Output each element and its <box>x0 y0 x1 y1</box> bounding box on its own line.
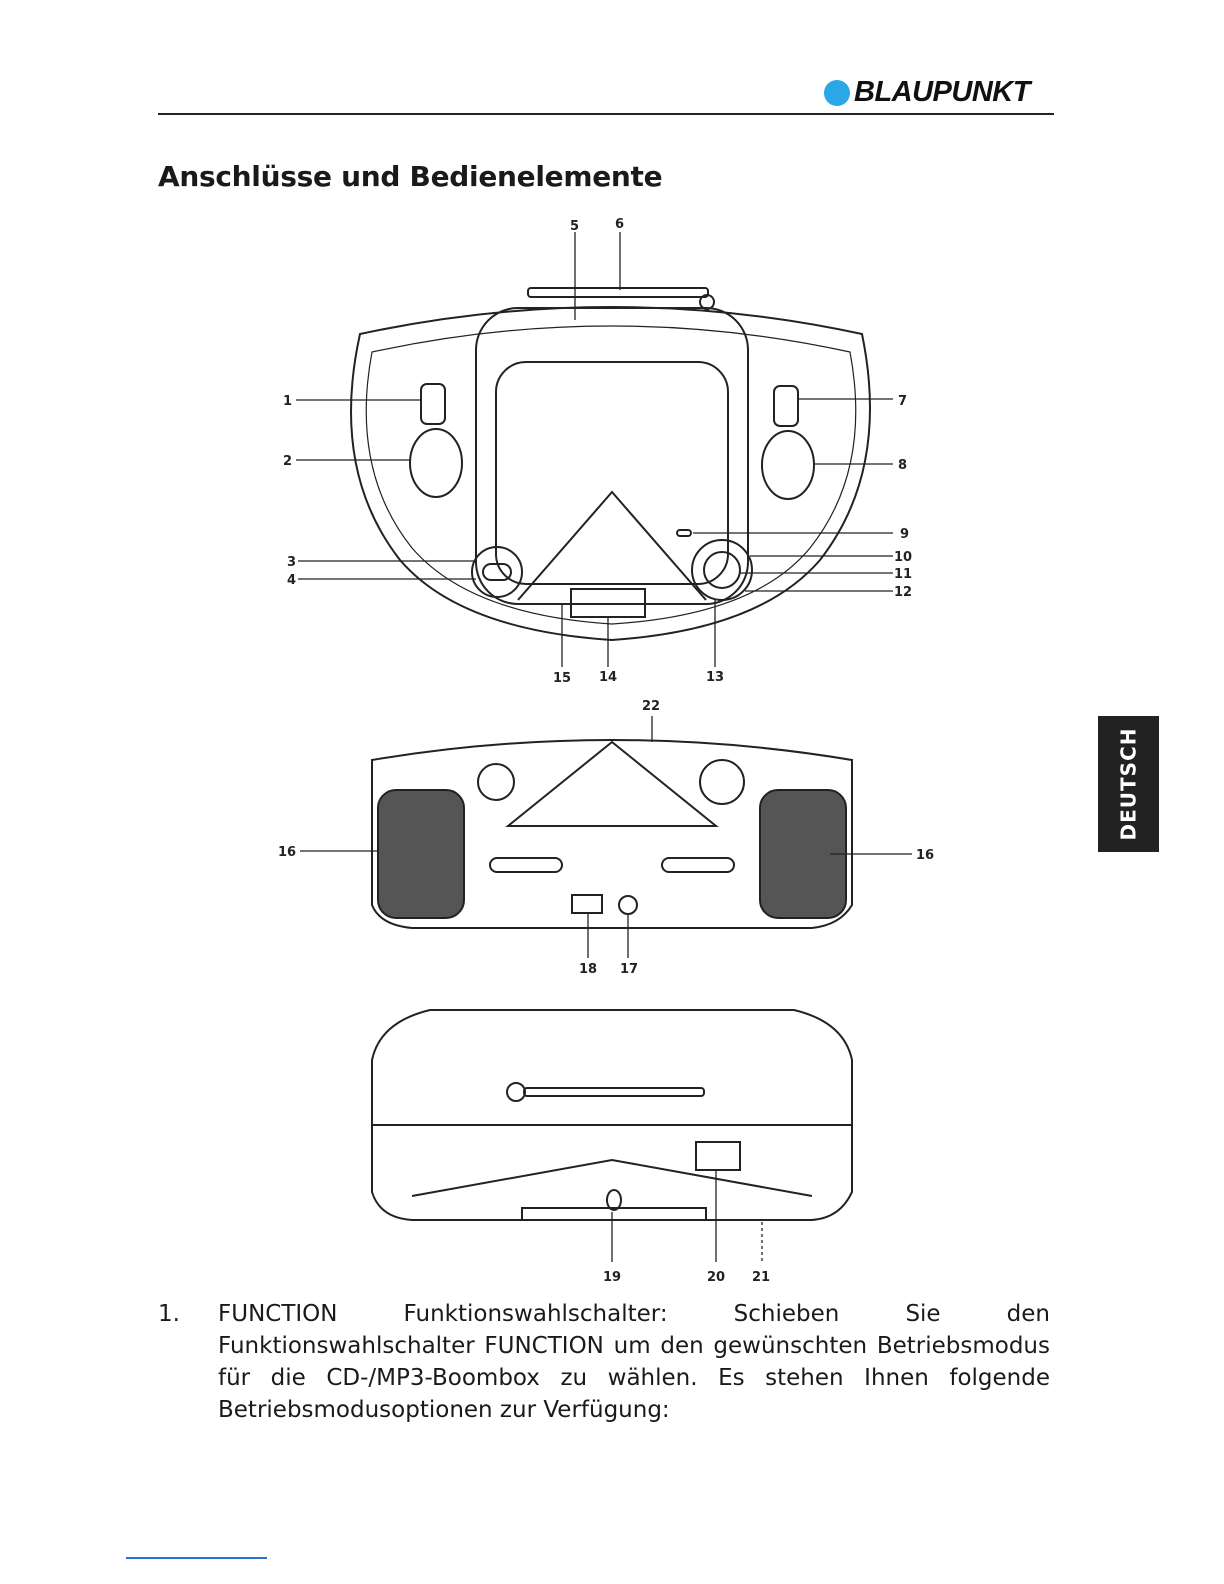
front-view <box>300 716 912 958</box>
callout-9: 9 <box>900 527 910 542</box>
callout-17: 17 <box>620 962 639 977</box>
function-switch <box>421 384 445 424</box>
front-left-grille-slot <box>490 858 562 872</box>
callout-11: 11 <box>894 567 913 582</box>
power-led <box>677 530 691 536</box>
front-right-grille-slot <box>662 858 734 872</box>
callout-21: 21 <box>752 1270 771 1285</box>
usb-port <box>572 895 602 913</box>
list-item-text: FUNCTION Funktionswahlschalter: Schieben Sie den Funktionswahlschalter FUNCTION um den gewünschten Betriebsmodus für die CD-/MP3-Boombox zu wählen. Es stehen Ihnen folgende Betriebsmodusoptionen zur Verfügung: <box>218 1301 1050 1423</box>
callout-7: 7 <box>898 394 908 409</box>
list-item <box>158 1298 1050 1426</box>
left-speaker <box>378 790 464 918</box>
callout-14: 14 <box>599 670 618 685</box>
callout-8: 8 <box>898 458 908 473</box>
callout-16-left: 16 <box>278 845 297 860</box>
front-mode-button <box>478 764 514 800</box>
headphone-jack <box>619 896 637 914</box>
footer-divider <box>126 1557 267 1559</box>
top-body-outline <box>351 307 870 640</box>
callout-15: 15 <box>553 671 572 686</box>
ac-socket <box>696 1142 740 1170</box>
callout-13: 13 <box>706 670 725 685</box>
bass-switch <box>774 386 798 426</box>
callout-20: 20 <box>707 1270 726 1285</box>
tuning-knob <box>762 431 814 499</box>
play-pause-ring <box>692 540 752 600</box>
language-tab-label: DEUTSCH <box>1116 727 1141 841</box>
callout-19: 19 <box>603 1270 622 1285</box>
callout-6: 6 <box>615 217 625 232</box>
front-lid-triangle <box>508 742 716 826</box>
antenna <box>528 288 708 297</box>
callout-3: 3 <box>287 555 297 570</box>
top-view <box>296 232 893 667</box>
callout-4: 4 <box>287 573 297 588</box>
back-body-outline <box>372 1010 852 1220</box>
list-item-number: 1. <box>158 1301 180 1327</box>
callout-2: 2 <box>283 454 293 469</box>
volume-knob <box>410 429 462 497</box>
callout-10: 10 <box>894 550 913 565</box>
callout-1: 1 <box>283 394 293 409</box>
cd-lid <box>496 362 728 584</box>
callout-12: 12 <box>894 585 913 600</box>
brand-name: BLAUPUNKT <box>854 76 1030 108</box>
back-antenna <box>524 1088 704 1096</box>
callout-18: 18 <box>579 962 598 977</box>
callout-5: 5 <box>570 219 580 234</box>
page-title: Anschlüsse und Bedienelemente <box>158 160 663 193</box>
callout-16-right: 16 <box>916 848 935 863</box>
front-play-button <box>700 760 744 804</box>
callout-22: 22 <box>642 699 661 714</box>
play-pause-button <box>704 552 740 588</box>
back-antenna-pivot <box>507 1083 525 1101</box>
back-view <box>372 1010 852 1262</box>
